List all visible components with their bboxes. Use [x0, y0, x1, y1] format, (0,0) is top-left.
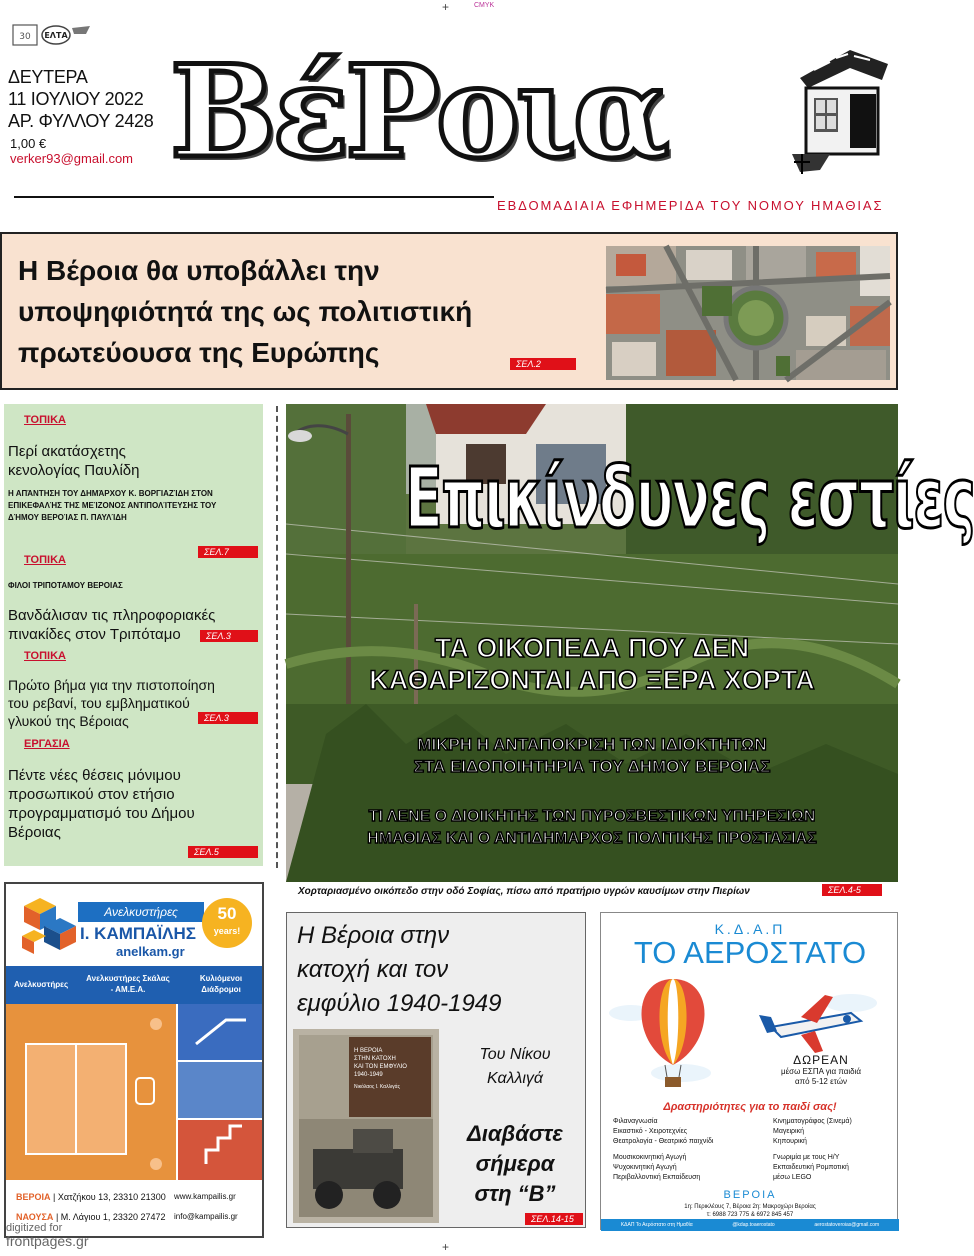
- author-line: Του Νίκου: [479, 1046, 551, 1063]
- section-label[interactable]: ΤΟΠΙΚΑ: [24, 650, 66, 662]
- kdap-title: ΤΟ ΑΕΡΟΣΤΑΤΟ: [633, 935, 867, 970]
- activity-item: Θεατρολογία - Θεατρικό παιχνίδι: [613, 1138, 714, 1145]
- main-deck-line: ΗΜΑΘΙΑΣ ΚΑΙ Ο ΑΝΤΙΔΗΜΑΡΧΟΣ ΠΟΛΙΤΙΚΗΣ ΠΡΟΣΤΑΣΙΑΣ: [367, 830, 817, 847]
- credit-site[interactable]: frontpages.gr: [6, 1233, 89, 1249]
- issue-info: [8, 66, 158, 166]
- news-headline-line: Πέντε νέες θέσεις μόνιμου: [8, 767, 181, 784]
- section-label[interactable]: ΤΟΠΙΚΑ: [24, 554, 66, 566]
- ad-header: Ανελκυστήρες: [78, 902, 204, 922]
- address-veroia: [16, 1192, 166, 1202]
- activities-col-2: [773, 1117, 897, 1183]
- kdap-header: Κ.Δ.Α.Π: [714, 921, 786, 937]
- news-page-ref: ΣΕΛ.5: [188, 846, 258, 858]
- main-deck-line: ΤΙ ΛΕΝΕ Ο ΔΙΟΙΚΗΤΗΣ ΤΩΝ ΠΥΡΟΣΒΕΣΤΙΚΩΝ ΥΠΗΡΕΣΙΩΝ: [368, 808, 816, 825]
- news-sub-line: ΕΠΙΚΕΦΑΛΉΣ ΤΗΣ ΜΕΊΖΟΝΟΣ ΑΝΤΙΠΟΛΊΤΕΥΣΗΣ ΤΟΥ: [8, 501, 217, 510]
- contact-email[interactable]: verker93@gmail.com: [10, 151, 134, 166]
- main-story[interactable]: [286, 404, 974, 882]
- book-title-line: εμφύλιο 1940-1949: [297, 990, 502, 1017]
- banner-headline[interactable]: [18, 250, 578, 373]
- news-headline[interactable]: [8, 676, 215, 730]
- cmyk-mark: CMYK: [474, 2, 495, 9]
- book-promo-title: [297, 919, 501, 1021]
- main-deck-line: ΚΑΘΑΡΙΖΟΝΤΑΙ ΑΠΟ ΞΕΡΑ ΧΟΡΤΑ: [369, 665, 815, 695]
- news-headline-line: Περί ακατάσχετης: [8, 443, 126, 460]
- photo-caption: Χορταριασμένο οικόπεδο στην οδό Σοφίας, πίσω από πρατήριο υγρών καυσίμων στην Πιερίων: [298, 886, 750, 897]
- address-text: | Χατζήκου 13, 23310 21300: [53, 1192, 166, 1202]
- news-subheading: [8, 488, 216, 524]
- free-label: ΔΩΡΕΑΝ: [793, 1053, 849, 1067]
- kdap-city: ΒΕΡΟΙΑ: [723, 1189, 777, 1201]
- main-deck-line: ΜΙΚΡΗ Η ΑΝΤΑΠΟΚΡΙΣΗ ΤΩΝ ΙΔΙΟΚΤΗΤΩΝ: [417, 735, 767, 754]
- svg-text:30: 30: [19, 32, 31, 42]
- free-sub-line: μέσω ΕΣΠΑ για παιδιά: [780, 1067, 862, 1076]
- main-deck-line: ΤΑ ΟΙΚΟΠΕΔΑ ΠΟΥ ΔΕΝ: [434, 633, 750, 663]
- anniversary-badge: [202, 898, 252, 948]
- section-label[interactable]: ΕΡΓΑΣΙΑ: [24, 738, 70, 750]
- news-headline-line: Βέροιας: [8, 824, 61, 841]
- crop-mark-bottom: +: [442, 1240, 450, 1254]
- cover-title-line: ΣΤΗΝ ΚΑΤΟΧΗ: [354, 1056, 396, 1062]
- phone-line[interactable]: τ: 6988 723 775 & 6972 845 457: [706, 1212, 794, 1218]
- address-city: ΒΕΡΟΙΑ: [16, 1192, 51, 1202]
- masthead-rule: [14, 196, 494, 198]
- activity-item: Εικαστικό - Χειροτεχνίες: [613, 1128, 688, 1135]
- book-promo[interactable]: [286, 912, 586, 1228]
- book-page-ref: ΣΕΛ.14-15: [525, 1213, 583, 1225]
- news-page-ref: ΣΕΛ.3: [198, 712, 258, 724]
- main-page-ref: ΣΕΛ.4-5: [822, 884, 882, 896]
- news-page-ref: ΣΕΛ.7: [198, 546, 258, 558]
- banner-headline-line: πρωτεύουσα της Ευρώπης: [18, 337, 380, 368]
- masthead-tagline: ΕΒΔΟΜΑΔΙΑΙΑ ΕΦΗΜΕΡΙΔΑ ΤΟΥ ΝΟΜΟΥ ΗΜΑΘΙΑΣ: [497, 198, 884, 213]
- ad-site[interactable]: anelkam.gr: [116, 944, 185, 959]
- activity-item: Μαγειρική: [773, 1128, 804, 1135]
- activity-item: Κηπουρική: [773, 1138, 807, 1145]
- house-logo-art: [790, 44, 892, 184]
- services-strip: [6, 966, 262, 1004]
- address-naousa: [16, 1212, 165, 1222]
- kdap-footer-strip: [601, 1219, 899, 1231]
- address-text: | Μ. Λάγιου 1, 23320 27472: [55, 1212, 166, 1222]
- crop-mark: +: [442, 0, 450, 14]
- elta-label: ΕΛΤΑ: [44, 31, 68, 40]
- cta-line: Διαβάστε: [467, 1121, 563, 1146]
- cover-title-line: ΚΑΙ ΤΟΝ ΕΜΦΥΛΙΟ: [354, 1064, 407, 1070]
- banner-headline-line: υποψηφιότητά της ως πολιτιστική: [18, 296, 473, 327]
- digitized-credit: [6, 1222, 89, 1248]
- news-headline-line: προγραμματισμό του Δήμου: [8, 805, 195, 822]
- activities-col-1: [613, 1117, 763, 1183]
- news-headline-line: πινακίδες στον Τριπόταμο: [8, 626, 181, 643]
- cover-title-line: Η ΒΕΡΟΙΑ: [354, 1048, 383, 1054]
- main-deck-tertiary: [286, 806, 898, 850]
- email-link[interactable]: aerostatoveroias@gmail.com: [814, 1222, 880, 1228]
- news-headline-line: Βανδάλισαν τις πληροφοριακές: [8, 607, 216, 624]
- address-line: 1η: Περικλέους 7, Βέροια 2η: Μακροχώρι Βεροίας: [684, 1204, 816, 1210]
- news-headline-line: προσωπικού στον ετήσιο: [8, 786, 175, 803]
- local-news-column: [4, 404, 263, 866]
- elevator-photo-collage: [6, 1004, 262, 1180]
- activity-item: Περιβαλλοντική Εκπαίδευση: [613, 1174, 701, 1181]
- address-city: ΝΑΟΥΣΑ: [16, 1212, 54, 1222]
- news-headline-line: γλυκού της Βέροιας: [8, 713, 129, 729]
- issue-price: 1,00 €: [10, 136, 47, 151]
- book-title-line: Η Βέροια στην: [297, 922, 450, 949]
- news-headline-line: κενολογίας Παυλίδη: [8, 462, 140, 479]
- activity-item: μέσω LEGO: [773, 1174, 812, 1181]
- instagram-link[interactable]: @kdap.toaerostato: [732, 1222, 775, 1228]
- cta-line: στη “Β”: [474, 1181, 556, 1206]
- activity-item: Κινηματογράφος (Σινεμά): [773, 1118, 852, 1125]
- cta-line: σήμερα: [475, 1151, 555, 1176]
- service-item: Κυλιόμενοι Διάδρομοι: [199, 974, 243, 994]
- main-deck-primary: [286, 632, 898, 696]
- badge-label: years!: [213, 926, 241, 936]
- news-sub-line: Η ΑΠΆΝΤΗΣΗ ΤΟΥ ΔΗΜΆΡΧΟΥ Κ. ΒΟΡΓΙΑΖΊΔΗ ΣΤΟΝ: [8, 489, 213, 498]
- news-kicker: ΦΙΛΟΙ ΤΡΙΠΟΤΑΜΟΥ ΒΕΡΟΙΑΣ: [8, 581, 123, 590]
- main-deck-secondary: [286, 734, 898, 778]
- ad-web[interactable]: www.kampailis.gr: [174, 1192, 236, 1201]
- activity-item: Γνωριμία με τους Η/Υ: [773, 1154, 840, 1161]
- news-page-ref: ΣΕΛ.3: [200, 630, 258, 642]
- news-sub-line: ΔΉΜΟΥ ΒΕΡΟΊΑΣ Π. ΠΑΥΛΊΔΗ: [8, 513, 127, 522]
- activity-item: Φιλαναγνωσία: [613, 1118, 658, 1125]
- elevators-ad[interactable]: [4, 882, 264, 1238]
- elta-logo: [12, 22, 92, 48]
- kdap-free-offer: [751, 1053, 891, 1087]
- credit-line: digitized for: [6, 1222, 63, 1234]
- cover-author: Νικόλαος Ι. Καλλιγάς: [354, 1084, 400, 1090]
- kdap-address: [601, 1203, 899, 1219]
- lead-banner[interactable]: [0, 232, 898, 390]
- author-line: Καλλιγά: [486, 1070, 544, 1087]
- ad-mail[interactable]: info@kampailis.gr: [174, 1212, 238, 1221]
- cube-logo-icon: [20, 896, 82, 958]
- ad-company-name: Ι. ΚΑΜΠΑΪΛΗΣ: [80, 924, 196, 943]
- book-title-line: κατοχή και τον: [297, 956, 449, 983]
- aerial-city-photo: [606, 246, 890, 380]
- issue-number: ΑΡ. ΦΥΛΛΟΥ 2428: [8, 111, 154, 131]
- free-sub-line: από 5-12 ετών: [795, 1077, 847, 1086]
- news-headline[interactable]: [8, 606, 215, 644]
- activity-item: Εκπαιδευτική Ρομποτική: [773, 1164, 849, 1171]
- news-headline[interactable]: [8, 766, 195, 842]
- cover-title-line: 1940-1949: [354, 1072, 383, 1078]
- issue-day: ΔΕΥΤΕΡΑ: [8, 67, 88, 87]
- main-headline[interactable]: Επικίνδυνες εστίες: [404, 449, 974, 547]
- news-headline-line: του ρεβανί, του εμβληματικού: [8, 695, 190, 711]
- main-deck-line: ΣΤΑ ΕΙΔΟΠΟΙΗΤΗΡΙΑ ΤΟΥ ΔΗΜΟΥ ΒΕΡΟΙΑΣ: [413, 757, 771, 776]
- facebook-link[interactable]: ΚΔΑΠ Το Αερόστατο στη Ημαθία: [620, 1222, 693, 1228]
- service-item: Ανελκυστήρες: [14, 980, 69, 989]
- banner-page-ref: ΣΕΛ.2: [510, 358, 576, 370]
- news-headline[interactable]: [8, 442, 140, 480]
- book-cover-label: [349, 1037, 431, 1117]
- section-label[interactable]: ΤΟΠΙΚΑ: [24, 414, 66, 426]
- service-item: Ανελκυστήρες Σκάλας - ΑΜ.Ε.Α.: [86, 974, 170, 994]
- column-divider: [276, 406, 278, 868]
- kdap-ad[interactable]: [600, 912, 898, 1230]
- banner-headline-line: Η Βέροια θα υποβάλλει την: [18, 255, 380, 286]
- news-headline-line: Πρώτο βήμα για την πιστοποίηση: [8, 677, 215, 693]
- book-cta: [445, 1119, 585, 1209]
- issue-date: 11 ΙΟΥΛΙΟΥ 2022: [8, 89, 144, 109]
- activity-item: Ψυχοκινητική Αγωγή: [613, 1164, 677, 1171]
- activities-title: Δραστηριότητες για το παιδί σας!: [663, 1101, 837, 1113]
- book-author: [451, 1043, 579, 1091]
- badge-number: 50: [217, 904, 237, 923]
- activity-item: Μουσικοκινητική Αγωγή: [613, 1154, 687, 1161]
- newspaper-logo: ΒέΡοια: [170, 38, 666, 186]
